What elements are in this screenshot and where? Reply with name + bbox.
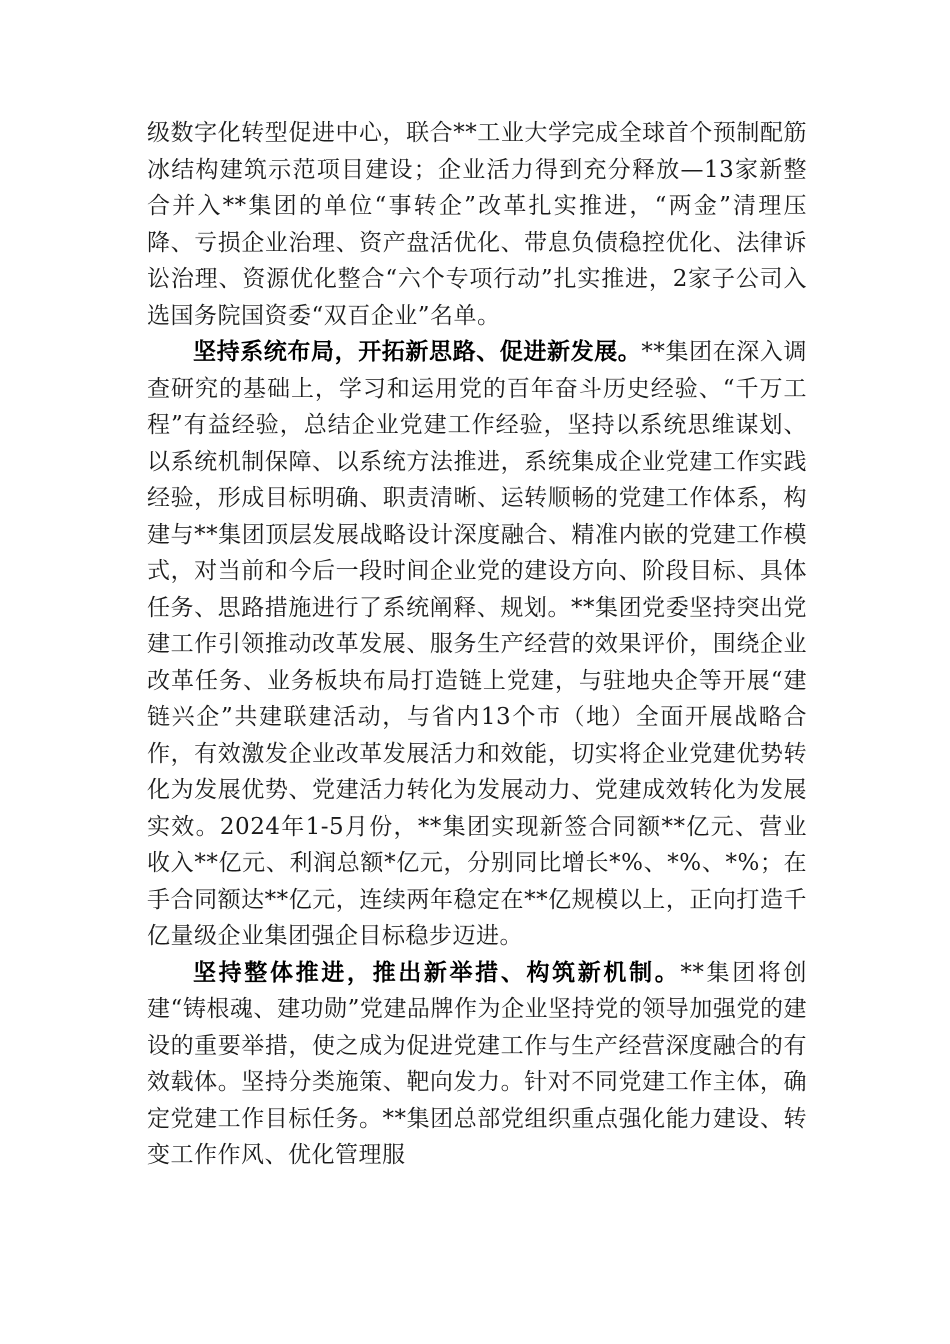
paragraph-body: **集团在深入调查研究的基础上，学习和运用党的百年奋斗历史经验、“千万工程”有益经验，总结企业党建工作经验，坚持以系统思维谋划、以系统机制保障、以系统方法推进，系统集成企业党建工作实践经验，形成目标明确、职责清晰、运转顺畅的党建工作体系，构建与**集团顶层发展战略设计深度融合、精准内嵌的党建工作模式，对当前和今后一段时间企业党的建设方向、阶段目标、具体任务、思路措施进行了系统阐释、规划。**集团党委坚持突出党建工作引领推动改革发展、服务生产经营的效果评价，围绕企业改革任务、业务板块布局打造链上党建，与驻地央企等开展“建链兴企”共建联建活动，与省内13个市（地）全面开展战略合作，有效激发企业改革发展活力和效能，切实将企业党建优势转化为发展优势、党建活力转化为发展动力、党建成效转化为发展实效。2024年1-5月份，**集团实现新签合同额**亿元、营业收入**亿元、利润总额*亿元，分别同比增长*%、*%、*%；在手合同额达**亿元，连续两年稳定在**亿规模以上，正向打造千亿量级企业集团强企目标稳步迈进。 [147,339,808,949]
paragraph-overall-advance [147,955,807,1174]
paragraph-body: **集团将创建“铸根魂、建功勋”党建品牌作为企业坚持党的领导加强党的建设的重要举措，使之成为促进党建工作与生产经营深度融合的有效载体。坚持分类施策、靶向发力。针对不同党建工作主体，确定党建工作目标任务。**集团总部党组织重点强化能力建设、转变工作作风、优化管理服 [147,959,808,1168]
document-body [147,115,807,1174]
paragraph-continuation [147,115,807,334]
paragraph-lead-heading: 坚持系统布局，开拓新思路、促进新发展。 [193,338,642,365]
paragraph-body: 级数字化转型促进中心，联合**工业大学完成全球首个预制配筋冰结构建筑示范项目建设；企业活力得到充分释放—13家新整合并入**集团的单位“事转企”改革扎实推进，“两金”清理压降、亏损企业治理、资产盘活优化、带息负债稳控优化、法律诉讼治理、资源优化整合“六个专项行动”扎实推进，2家子公司入选国务院国资委“双百企业”名单。 [147,120,807,329]
paragraph-lead-heading: 坚持整体推进，推出新举措、构筑新机制。 [193,958,681,986]
paragraph-system-layout [147,334,807,955]
